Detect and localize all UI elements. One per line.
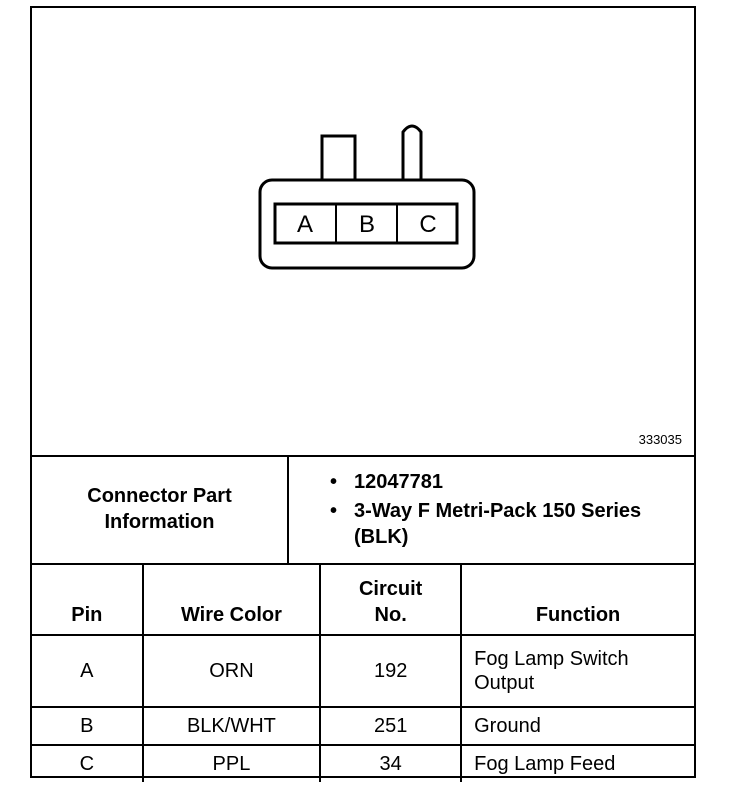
header-circuit-line1: Circuit xyxy=(358,578,423,600)
pin-letter-b: B xyxy=(358,211,376,238)
function-cell: Ground xyxy=(461,707,694,745)
header-function: Function xyxy=(461,563,694,635)
figure-number: 333035 xyxy=(638,432,682,447)
connector-part-info-row xyxy=(32,455,694,565)
connector-figure xyxy=(32,8,694,457)
connector-drawing xyxy=(32,8,694,455)
header-circuit-no xyxy=(320,563,461,635)
circuit-cell: 251 xyxy=(320,707,461,745)
header-circuit-line2: No. xyxy=(374,604,407,626)
part-info-label-line1: Connector Part xyxy=(87,485,232,507)
pin-cell: B xyxy=(32,707,143,745)
wire-color-cell: BLK/WHT xyxy=(143,707,321,745)
connector-part-info-label xyxy=(32,455,289,563)
part-number: 12047781 xyxy=(354,471,443,493)
wire-color-cell: PPL xyxy=(143,745,321,782)
bullet-icon: • xyxy=(330,471,338,493)
connector-document xyxy=(30,6,696,778)
connector-terminal-post xyxy=(403,126,421,182)
part-info-label-line2: Information xyxy=(104,511,215,533)
table-row xyxy=(32,635,694,707)
pin-letter-a: A xyxy=(296,211,314,238)
circuit-cell: 34 xyxy=(320,745,461,782)
pin-letter-c: C xyxy=(419,211,437,238)
table-row xyxy=(32,707,694,745)
table-row xyxy=(32,745,694,782)
pin-table xyxy=(32,563,694,782)
part-info-item xyxy=(330,469,654,495)
wire-color-cell: ORN xyxy=(143,635,321,707)
part-info-item xyxy=(330,498,654,550)
header-pin: Pin xyxy=(32,563,143,635)
function-cell: Fog Lamp Feed xyxy=(461,745,694,782)
pin-cell: A xyxy=(32,635,143,707)
connector-part-info-list xyxy=(330,469,654,553)
pin-table-header-row xyxy=(32,563,694,635)
header-wire-color: Wire Color xyxy=(143,563,321,635)
connector-lock-tab xyxy=(322,136,355,182)
pin-cell: C xyxy=(32,745,143,782)
circuit-cell: 192 xyxy=(320,635,461,707)
connector-description: 3-Way F Metri-Pack 150 Series (BLK) xyxy=(354,500,642,548)
function-cell: Fog Lamp Switch Output xyxy=(461,635,694,707)
bullet-icon: • xyxy=(330,500,338,522)
